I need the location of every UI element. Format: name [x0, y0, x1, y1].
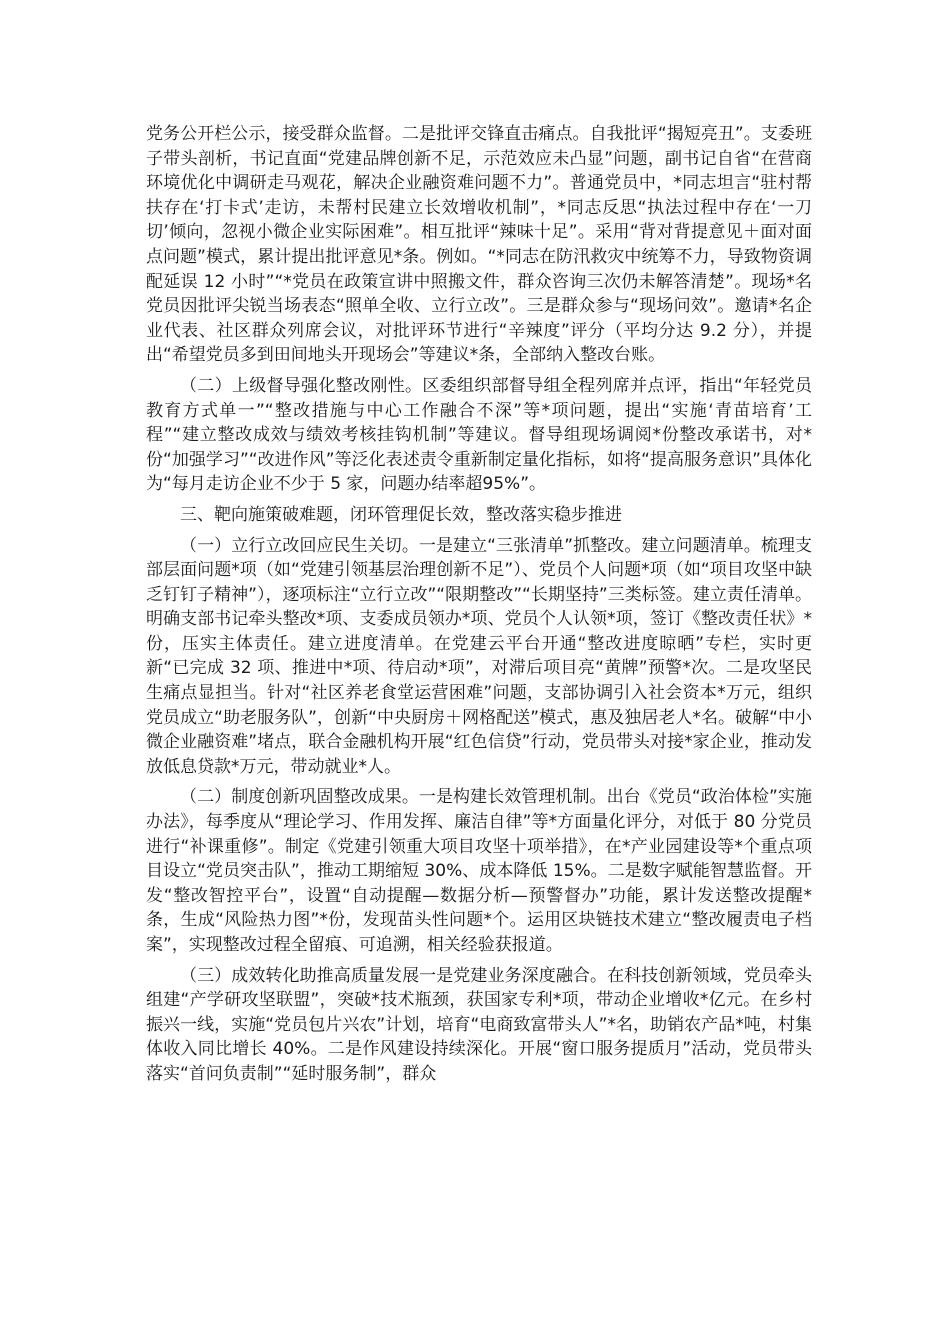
- paragraph-immediate-rectification: （一）立行立改回应民生关切。一是建立“三张清单”抓整改。建立问题清单。梳理支部层面问题*项（如“党建引领基层治理创新不足”）、党员个人问题*项（如“项目攻坚中缺乏钉钉子精神”），逐项标注“立行立改”“限期整改”“长期坚持”三类标签。建立责任清单。明确支部书记牵头整改*项、支委成员领办*项、党员个人认领*项，签订《整改责任状》*份，压实主体责任。建立进度清单。在党建云平台开通“整改进度晾晒”专栏，实时更新“已完成 32 项、推进中*项、待启动*项”，对滞后项目亮“黄牌”预警*次。二是攻坚民生痛点显担当。针对“社区养老食堂运营困难”问题，支部协调引入社会资本*万元，组织党员成立“助老服务队”，创新“中央厨房＋网格配送”模式，惠及独居老人*名。破解“中小微企业融资难”堵点，联合金融机构开展“红色信贷”行动，党员带头对接*家企业，推动发放低息贷款*万元，带动就业*人。: [146, 535, 812, 777]
- paragraph-institutional-innovation: （二）制度创新巩固整改成果。一是构建长效管理机制。出台《党员“政治体检”实施办法》，每季度从“理论学习、作用发挥、廉洁自律”等*方面量化评分，对低于 80 分党员进行“补课重修”。制定《党建引领重大项目攻坚十项举措》，在*产业园建设等*个重点项目设立“党员突击队”，推动工期缩短 30%、成本降低 15%。二是数字赋能智慧监督。开发“整改智控平台”，设置“自动提醒—数据分析—预警督办”功能，累计发送整改提醒*条，生成“风险热力图”*份，发现苗头性问题*个。运用区块链技术建立“整改履责电子档案”，实现整改过程全留痕、可追溯，相关经验获报道。: [146, 787, 812, 955]
- paragraph-continuation: 党务公开栏公示，接受群众监督。二是批评交锋直击痛点。自我批评“揭短亮丑”。支委班子带头剖析，书记直面“党建品牌创新不足，示范效应未凸显”问题，副书记自省“在营商环境优化中调研走马观花，解决企业融资难问题不力”。普通党员中，*同志坦言“驻村帮扶存在‘打卡式’走访，未帮村民建立长效增收机制”，*同志反思“执法过程中存在‘一刀切’倾向，忽视小微企业实际困难”。相互批评“辣味十足”。采用“背对背提意见＋面对面点问题”模式，累计提出批评意见*条。例如。“*同志在防汛救灾中统筹不力，导致物资调配延误 12 小时”“*党员在政策宣讲中照搬文件，群众咨询三次仍未解答清楚”。现场*名党员因批评尖锐当场表态“照单全收、立行立改”。三是群众参与“现场问效”。邀请*名企业代表、社区群众列席会议，对批评环节进行“辛辣度”评分（平均分达 9.2 分），并提出“希望党员多到田间地头开现场会”等建议*条，全部纳入整改台账。: [146, 124, 812, 366]
- paragraph-supervision: （二）上级督导强化整改刚性。区委组织部督导组全程列席并点评，指出“年轻党员教育方式单一”“整改措施与中心工作融合不深”等*项问题，提出“实施‘青苗培育’工程”“建立整改成效与绩效考核挂钩机制”等建议。督导组现场调阅*份整改承诺书，对*份“加强学习”“改进作风”等泛化表述责令重新制定量化指标，如将“提高服务意识”具体化为“每月走访企业不少于 5 家，问题办结率超95%”。: [146, 375, 812, 495]
- paragraph-results-transformation: （三）成效转化助推高质量发展一是党建业务深度融合。在科技创新领域，党员牵头组建“产学研攻坚联盟”，突破*技术瓶颈，获国家专利*项，带动企业增收*亿元。在乡村振兴一线，实施“党员包片兴农”计划，培育“电商致富带头人”*名，助销农产品*吨，村集体收入同比增长 40%。二是作风建设持续深化。开展“窗口服务提质月”活动，党员带头落实“首问负责制”“延时服务制”，群众: [146, 965, 812, 1084]
- section-heading: 三、靶向施策破难题，闭环管理促长效，整改落实稳步推进: [180, 504, 622, 525]
- document-body: [146, 122, 812, 1093]
